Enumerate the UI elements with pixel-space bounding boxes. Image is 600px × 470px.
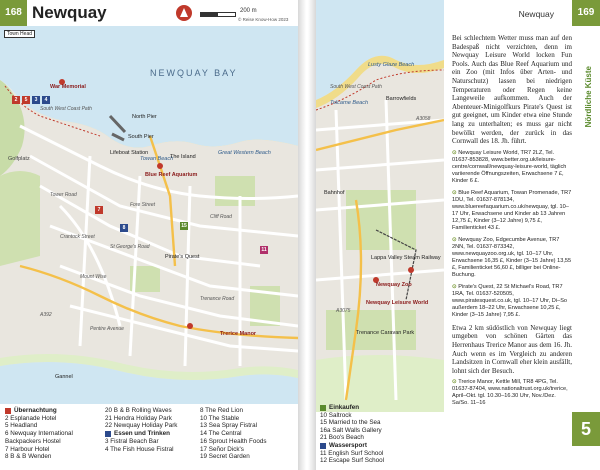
legend-item: 8 B & B Wenden xyxy=(5,453,52,461)
cliff-road-label: Cliff Road xyxy=(210,214,232,220)
map-graphic xyxy=(0,26,298,404)
left-header xyxy=(0,0,298,26)
legend-item: 22 Newquay Holiday Park xyxy=(105,422,178,430)
lusty-glaze-label: Lusty Glaze Beach xyxy=(368,62,415,68)
sport-icon xyxy=(320,443,326,449)
crantock-street-label: Crantock Street xyxy=(60,234,95,240)
a3075-label: A3075 xyxy=(336,308,351,314)
compass-icon xyxy=(176,5,192,21)
map-marker: 11 xyxy=(261,247,267,253)
right-page-number: 169 xyxy=(572,0,600,26)
tower-road-label: Tower Road xyxy=(50,192,77,198)
legend-col-food xyxy=(105,407,197,453)
map-marker: 2 xyxy=(12,96,20,104)
scale-bar xyxy=(200,12,236,17)
trerice-manor-label: Trerice Manor xyxy=(220,331,257,337)
legend-item: 19 Secret Garden xyxy=(200,453,250,461)
map-legend xyxy=(0,404,298,470)
pin-icon: ⊙ xyxy=(452,189,459,196)
legend-item: 15 Married to the Sea xyxy=(320,419,381,427)
running-head: Newquay xyxy=(518,9,554,19)
newquay-map-east xyxy=(316,0,444,412)
pin-icon: ⊙ xyxy=(452,149,459,156)
legend-heading-food xyxy=(105,430,197,438)
legend-item: 12 Escape Surf School xyxy=(320,457,385,465)
gannel-label: Gannel xyxy=(55,374,73,380)
legend-heading-text: Einkaufen xyxy=(329,404,360,411)
shop-icon xyxy=(320,405,326,411)
legend-item: 6 Newquay International xyxy=(5,430,73,438)
legend-heading-sport xyxy=(320,442,445,450)
tolcarne-label: Tolcarne Beach xyxy=(330,100,369,106)
food-icon xyxy=(105,431,111,437)
a3058-label: A3058 xyxy=(416,116,431,122)
info-leisure-world xyxy=(452,150,572,185)
info-zoo xyxy=(452,237,572,279)
lappa-valley-label: Lappa Valley Steam Railway xyxy=(371,255,441,261)
trenance-caravan-park-label: Trenance Caravan Park xyxy=(356,330,415,336)
lifeboat-station-label: Lifeboat Station xyxy=(110,150,149,156)
info-text: Pirate's Quest, 22 St Michael's Road, TR7 1RA, Tel. 01637-520505, www.piratesquest.co.uk, tgl. 10–17 Uhr, Di–So außerdem 18–22 Uhr, Erwachsene 10,25 £, Kinder (3–15 Jahre) 7,95 £. xyxy=(452,283,568,318)
map-title: Newquay xyxy=(32,3,107,22)
barrowfields-label: Barrowfields xyxy=(386,96,417,102)
legend-item: 10 Saltrock xyxy=(320,411,352,419)
bahnhof-label: Bahnhof xyxy=(324,190,345,196)
legend-item: 10 The Stable xyxy=(200,414,240,422)
st-georges-road-label: St George's Road xyxy=(110,244,150,250)
right-header xyxy=(316,0,600,26)
map-marker: 7 xyxy=(95,206,103,214)
towan-beach-label: Towan Beach xyxy=(140,156,174,162)
north-pier-label: North Pier xyxy=(132,114,157,120)
legend-item: Backpackers Hostel xyxy=(5,437,61,445)
pin-icon: ⊙ xyxy=(452,283,459,290)
south-west-coast-path-label: South West Coast Path xyxy=(40,106,92,112)
legend-heading-text: Wassersport xyxy=(329,441,367,449)
legend-col-sleep xyxy=(5,407,101,461)
map-marker: 4 xyxy=(42,96,50,104)
info-aquarium xyxy=(452,190,572,232)
great-western-beach-label: Great Western Beach xyxy=(218,150,271,156)
info-text: Blue Reef Aquarium, Towan Promenade, TR7 1DU, Tel. 01637-878134, www.bluereefaquarium.co.uk/newquay, tgl. 10–17 Uhr, Erwachsene und Kinder ab 13 Jahren 12,75 £, Kinder (3–12 Jahre) 9,75 £, Familienticket 43 £. xyxy=(452,189,572,231)
map-marker: 8 xyxy=(120,224,128,232)
info-text: Trerice Manor, Kettle Mill, TR8 4PG, Tel. 01637-87404, www.nationaltrust.org.uk/trerice, April–Okt. tgl. 10.30–16.30 Uhr, Nov./Dez. Sa/So. 11–16 xyxy=(452,379,568,407)
legend-item: 11 English Surf School xyxy=(320,449,384,457)
legend-item: 4 The Fish House Fistral xyxy=(105,445,174,453)
war-memorial-label: War Memorial xyxy=(50,84,86,90)
newquay-bay-label: NEWQUAY BAY xyxy=(150,68,238,78)
legend-item: 3 Fistral Beach Bar xyxy=(105,437,159,445)
trenance-road-label: Trenance Road xyxy=(200,296,235,302)
mount-wise-label: Mount Wise xyxy=(80,274,107,280)
legend-item: 8 The Red Lion xyxy=(200,407,243,414)
map-marker: 15 xyxy=(181,223,187,229)
legend-item: 16a Salt Walls Gallery xyxy=(320,426,382,434)
book-gutter xyxy=(298,0,316,470)
legend-col-food-cont xyxy=(200,407,296,461)
left-page xyxy=(0,0,298,470)
legend-item: 16 Sprout Health Foods xyxy=(200,437,267,445)
fore-street-label: Fore Street xyxy=(130,202,156,208)
golfplatz-label: Golfplatz xyxy=(8,156,30,162)
side-tab xyxy=(572,26,600,446)
legend-heading-shop xyxy=(320,404,445,412)
legend-item: 21 Hendra Holiday Park xyxy=(105,414,172,422)
info-text: Newquay Zoo, Edgecumbe Avenue, TR7 2NN, Tel. 01637-873342, www.newquayzoo.org.uk, tgl. 10–17 Uhr, Erwachsene 16,35 £, Kinder (3–15 Jahre) 13,55 £, Familienticket 56,60 £, billiger bei Online-Buchung. xyxy=(452,236,572,278)
map-marker: 5 xyxy=(22,96,30,104)
legend-item: 21 Boo's Beach xyxy=(320,434,364,442)
legend-item: 2 Esplanade Hotel xyxy=(5,414,57,422)
pirates-quest-label: Pirate's Quest xyxy=(165,254,200,260)
legend-item: 14 The Central xyxy=(200,430,242,438)
legend-heading-sleep xyxy=(5,407,101,415)
body-paragraph-2: Etwa 2 km südöstlich von Newquay liegt umgeben von schönen Gärten das Herrenhaus Trerice Manor aus dem 16. Jh. Auch wenn es im Vergleich zu anderen Landsitzen in Cornwall eher klein ausfällt, lohnt sich der Besuch. xyxy=(452,323,572,375)
scale-label: 200 m xyxy=(240,8,257,14)
legend-item: 7 Harbour Hotel xyxy=(5,445,50,453)
newquay-leisure-world-label: Newquay Leisure World xyxy=(366,300,429,306)
left-page-number: 168 xyxy=(0,0,27,26)
legend-item: 17 Señor Dick's xyxy=(200,445,244,453)
town-head-label: Town Head xyxy=(4,30,35,38)
legend-item: 5 Headland xyxy=(5,422,38,430)
newquay-zoo-label: Newquay Zoo xyxy=(376,282,412,288)
chapter-number: 5 xyxy=(572,412,600,446)
info-text: Newquay Leisure World, TR7 2LZ, Tel. 01637-853828, www.better.org.uk/leisure-centre/cornwall/newquay-leisure-world, täglich variierende Öffnungszeiten, Erwachsene 7 £, Kinder 6 £. xyxy=(452,149,567,184)
blue-reef-aquarium-label: Blue Reef Aquarium xyxy=(145,172,198,178)
legend-item: 20 B & B Rolling Waves xyxy=(105,407,172,414)
legend-item: 13 Sea Spray Fistral xyxy=(200,422,258,430)
info-trerice-manor xyxy=(452,379,572,407)
pentire-avenue-label: Pentire Avenue xyxy=(90,326,124,332)
a392-label: A392 xyxy=(40,312,52,318)
pin-icon: ⊙ xyxy=(452,236,459,243)
right-page xyxy=(316,0,600,470)
info-pirates-quest xyxy=(452,284,572,319)
pin-icon: ⊙ xyxy=(452,379,459,386)
sleep-icon xyxy=(5,408,11,414)
map-marker: 3 xyxy=(32,96,40,104)
side-tab-label: Nördliche Küste xyxy=(584,66,593,128)
body-paragraph-1: Bei schlechtem Wetter muss man auf den Badespaß nicht verzichten, denn im Newquay Leisure World locken Fun Pools. Auch das Blue Reef Aquarium und ein Zoo (mit Infos über Arten- und Naturschutz) lassen bei niedrigen Temperaturen oder Regen keine Langeweile aufkommen. Auch der Abenteuer-Minigolfkurs Pirate's Quest ist gut geeignet, um Kinder etwa eine Stunde lang zu unterhalten; es muss gar nicht bewölkt werden, der zurück in das Cornwall des 18. Jh. führt. xyxy=(452,34,572,146)
south-pier-label: South Pier xyxy=(128,134,154,140)
newquay-map xyxy=(0,26,298,404)
copyright: © Reise Know-How 2023 xyxy=(238,17,289,22)
legend-col-shop xyxy=(320,404,445,465)
swcp-east-label: South West Coast Path xyxy=(330,84,382,90)
legend-heading-text: Übernachtung xyxy=(14,407,57,414)
legend-heading-text: Essen und Trinken xyxy=(114,430,170,438)
the-island-label: The Island xyxy=(170,154,196,160)
article-text xyxy=(452,34,572,412)
